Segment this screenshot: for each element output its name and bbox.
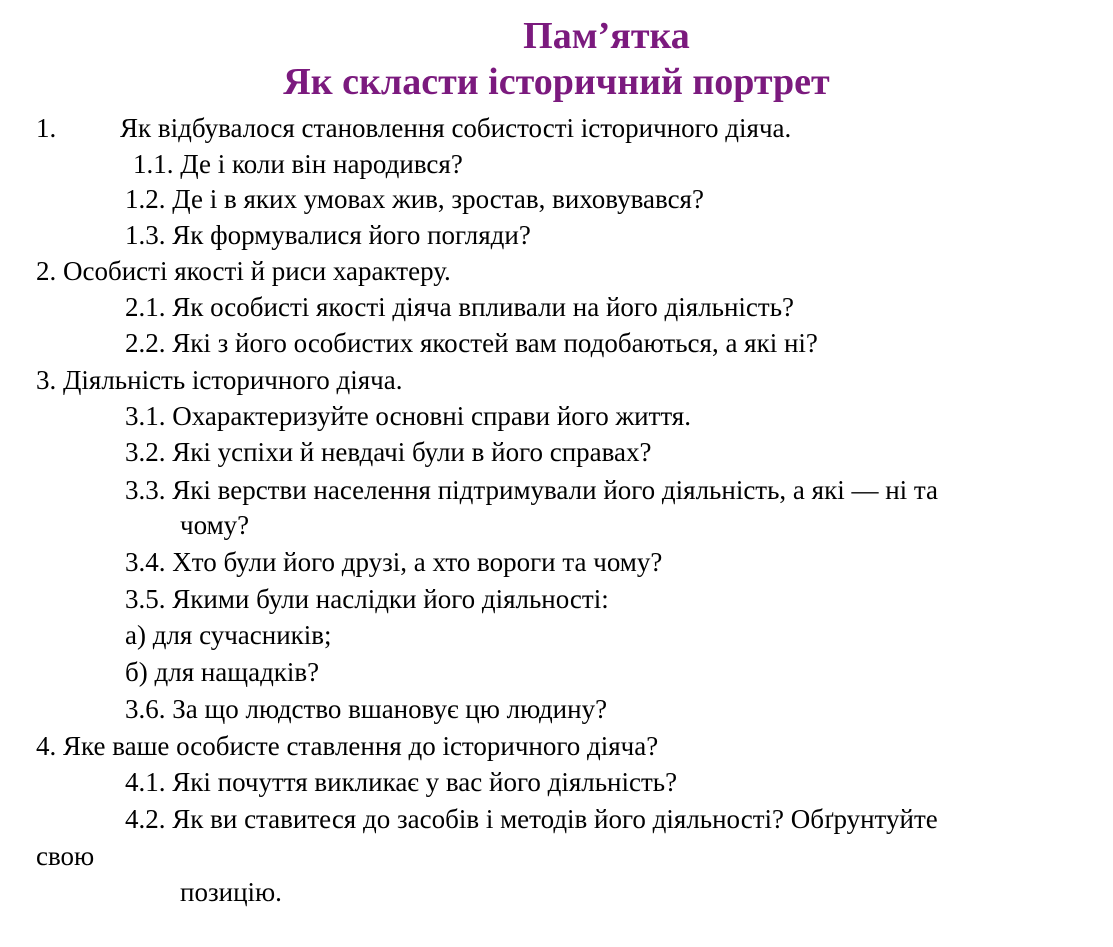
list-item-1-3: 1.3. Як формувалися його погляди? (125, 220, 531, 250)
page-subtitle: Як скласти історичний портрет (283, 61, 830, 103)
list-item-4-1: 4.1. Які почуття викликає у вас його діяльність? (125, 767, 678, 797)
list-item-4-2: 4.2. Як ви ставитеся до засобів і методів його діяльності? Обґрунтуйте (125, 804, 938, 834)
list-number: 1. (36, 113, 57, 143)
list-item-3-3-cont: чому? (180, 510, 250, 540)
list-item-3-5-b: б) для нащадків? (125, 657, 320, 687)
list-item-4-2-cont: свою (36, 841, 95, 871)
list-item-2-1: 2.1. Як особисті якості діяча впливали на його діяльність? (125, 292, 795, 322)
page-title: Пам’ятка (523, 15, 690, 57)
list-item-3-3: 3.3. Які верстви населення підтримували його діяльність, а які — ні та (125, 475, 939, 505)
list-item-1 (36, 112, 792, 144)
list-item-4: 4. Яке ваше особисте ставлення до історичного діяча? (36, 731, 659, 761)
list-item-3-1: 3.1. Охарактеризуйте основні справи його життя. (125, 401, 691, 431)
list-item-3-6: 3.6. За що людство вшановує цю людину? (125, 694, 608, 724)
list-item-2-2: 2.2. Які з його особистих якостей вам подобаються, а які ні? (125, 328, 818, 358)
list-item-1-2: 1.2. Де і в яких умовах жив, зростав, виховувався? (125, 184, 704, 214)
list-item-3-5: 3.5. Якими були наслідки його діяльності: (125, 584, 609, 614)
list-text: Як відбувалося становлення собистості історичного діяча. (120, 113, 792, 143)
list-item-2: 2. Особисті якості й риси характеру. (36, 256, 451, 286)
list-item-3-5-a: а) для сучасників; (125, 620, 332, 650)
list-item-3-4: 3.4. Хто були його друзі, а хто вороги та чому? (125, 547, 663, 577)
list-item-1-1: 1.1. Де і коли він народився? (133, 149, 463, 179)
list-item-3-2: 3.2. Які успіхи й невдачі були в його справах? (125, 437, 652, 467)
list-item-4-2-end: позицію. (180, 877, 282, 907)
list-item-3: 3. Діяльність історичного діяча. (36, 365, 403, 395)
